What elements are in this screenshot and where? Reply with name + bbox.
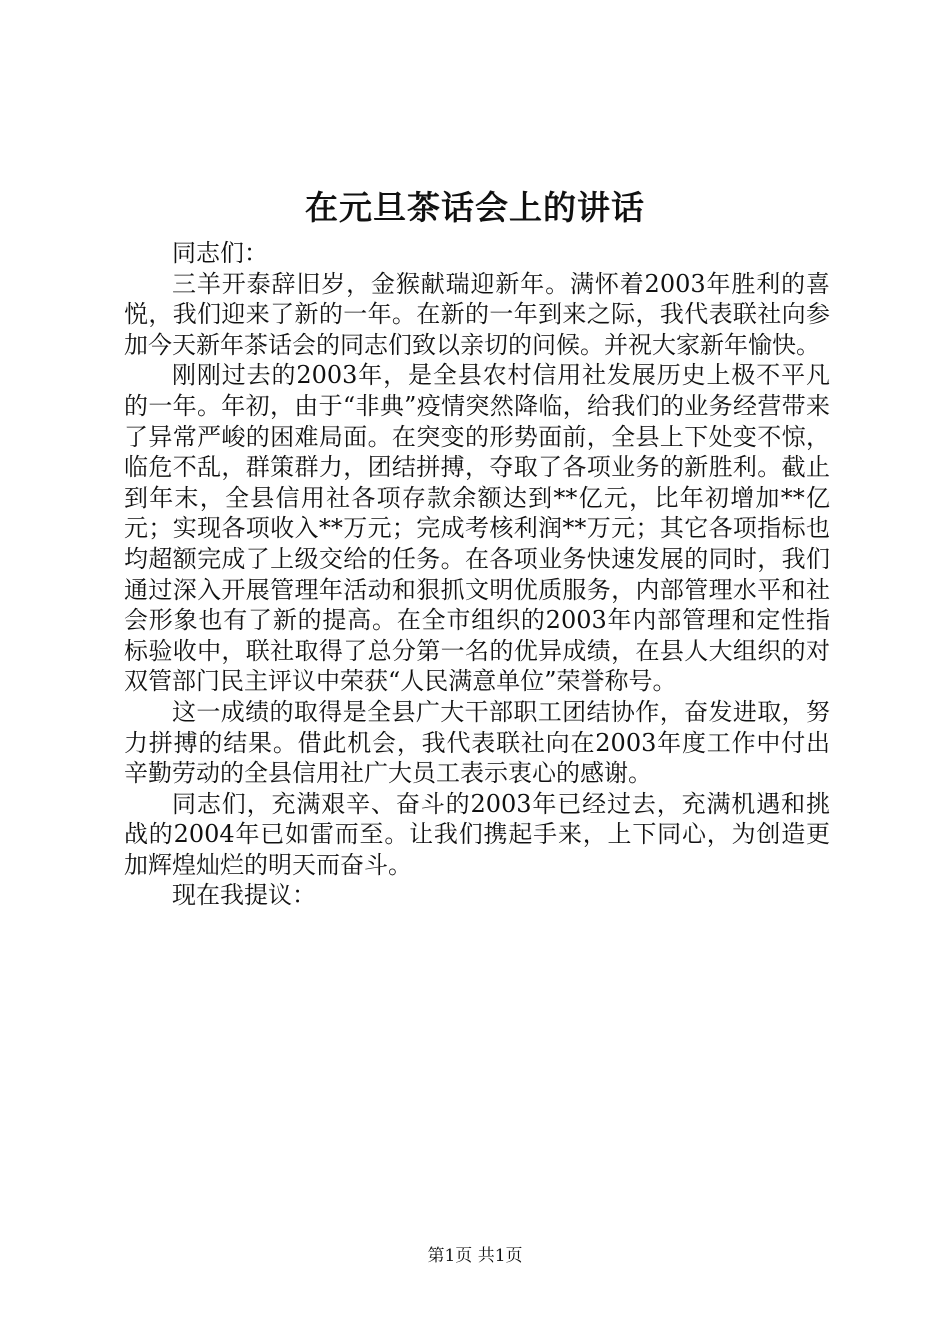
paragraph-review: 刚刚过去的2003年，是全县农村信用社发展历史上极不平凡的一年。年初，由于“非典”疫情突然降临，给我们的业务经营带来了异常严峻的困难局面。在突变的形势面前，全县上下处变不惊，临危不乱，群策群力，团结拼搏，夺取了各项业务的新胜利。截止到年末，全县信用社各项存款余额达到**亿元，比年初增加**亿元；实现各项收入**万元；完成考核利润**万元；其它各项指标也均超额完成了上级交给的任务。在各项业务快速发展的同时，我们通过深入开展管理年活动和狠抓文明优质服务，内部管理水平和社会形象也有了新的提高。在全市组织的2003年内部管理和定性指标验收中，联社取得了总分第一名的优异成绩，在县人大组织的对双管部门民主评议中荣获“人民满意单位”荣誉称号。: [124, 361, 830, 696]
page-footer: 第1页 共1页: [427, 1246, 523, 1266]
paragraph-salutation: 同志们：: [172, 239, 268, 267]
paragraph-thanks: 这一成绩的取得是全县广大干部职工团结协作，奋发进取，努力拼搏的结果。借此机会，我代表联社向在2003年度工作中付出辛勤劳动的全县信用社广大员工表示衷心的感谢。: [124, 697, 830, 788]
document-title: 在元旦茶话会上的讲话: [305, 188, 645, 227]
paragraph-proposal: 现在我提议：: [172, 881, 316, 910]
paragraph-greeting: 三羊开泰辞旧岁，金猴献瑞迎新年。满怀着2003年胜利的喜悦，我们迎来了新的一年。在新的一年到来之际，我代表联社向参加今天新年茶话会的同志们致以亲切的问候。并祝大家新年愉快。: [124, 269, 830, 359]
document-body: [124, 238, 830, 911]
paragraph-outlook: 同志们，充满艰辛、奋斗的2003年已经过去，充满机遇和挑战的2004年已如雷而至。让我们携起手来，上下同心，为创造更加辉煌灿烂的明天而奋斗。: [124, 789, 830, 879]
